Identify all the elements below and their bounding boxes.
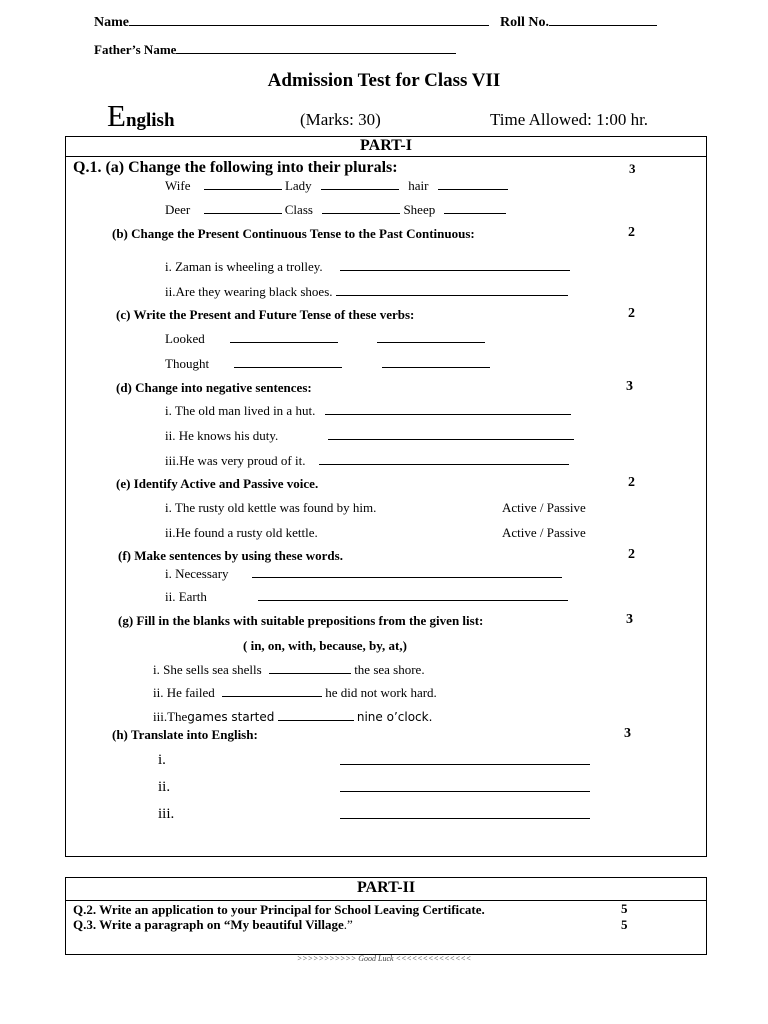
word-deer: Deer: [165, 202, 191, 217]
part2-title: PART-II: [356, 879, 416, 896]
answer-blank[interactable]: [325, 403, 571, 415]
q1e-i: i. The rusty old kettle was found by him.: [165, 500, 377, 515]
q1e-text: (e) Identify Active and Passive voice.: [116, 476, 319, 491]
sentence: iii.He was very proud of it.: [165, 453, 306, 468]
subject-rest: nglish: [125, 110, 175, 131]
name-blank[interactable]: [129, 14, 489, 26]
q1b-text: (b) Change the Present Continuous Tense to the Past Continuous:: [112, 226, 475, 241]
roll-blank[interactable]: [549, 14, 657, 26]
part1-box: [65, 136, 707, 857]
text: i. She sells sea shells: [153, 662, 262, 677]
q1b-i: [165, 259, 570, 275]
q1h-iii-blank[interactable]: [340, 806, 590, 824]
text: he did not work hard.: [325, 685, 437, 700]
text: the sea shore.: [354, 662, 425, 677]
q1a-row2: [165, 202, 506, 218]
q1g-text: (g) Fill in the blanks with suitable prepositions from the given list:: [118, 613, 484, 628]
answer-blank[interactable]: [319, 453, 569, 465]
preposition-blank[interactable]: [278, 709, 354, 721]
q1h-marks: 3: [624, 726, 631, 741]
q1d-iii: [165, 453, 569, 469]
father-label: Father’s Name: [94, 42, 177, 57]
page-title: Admission Test for Class VII: [267, 70, 501, 91]
q1f-i: [165, 566, 562, 582]
present-blank[interactable]: [230, 331, 338, 343]
sentence-blank[interactable]: [258, 589, 568, 601]
q1g-i: [153, 662, 425, 678]
name-field: [94, 14, 489, 31]
q1a-marks: 3: [629, 161, 636, 176]
future-blank[interactable]: [382, 356, 490, 368]
preposition-blank[interactable]: [222, 685, 322, 697]
q1c-thought: [165, 356, 490, 372]
q1c-marks: 2: [628, 306, 635, 321]
q1e-ii-options[interactable]: Active / Passive: [502, 525, 586, 540]
sentence: i. The old man lived in a hut.: [165, 403, 316, 418]
word-lady: Lady: [284, 178, 312, 193]
part1-title: PART-I: [360, 137, 412, 154]
q3-suffix: .”: [343, 917, 353, 932]
q1g-marks: 3: [626, 612, 633, 627]
blank[interactable]: [444, 202, 506, 214]
sentence-blank[interactable]: [252, 566, 562, 578]
q1h-ii-blank[interactable]: [340, 779, 590, 797]
present-blank[interactable]: [234, 356, 342, 368]
q1c-looked: [165, 331, 485, 347]
name-label: Name: [94, 15, 129, 30]
q1h-iii: iii.: [158, 806, 175, 822]
blank[interactable]: [204, 178, 282, 190]
q1d-ii: [165, 428, 574, 444]
text: ii. He failed: [153, 685, 215, 700]
q1d-marks: 3: [626, 379, 633, 394]
word-wife: Wife: [165, 178, 191, 193]
q3-text: [73, 917, 353, 933]
father-blank[interactable]: [176, 42, 456, 54]
q1f-ii: [165, 589, 568, 605]
q1h-i: i.: [158, 752, 166, 768]
footer-good-luck: >>>>>>>>>>> Good Luck <<<<<<<<<<<<<<: [296, 954, 472, 963]
q2-marks: 5: [621, 901, 628, 916]
q2-text: Q.2. Write an application to your Principal for School Leaving Certificate.: [73, 902, 485, 917]
roll-field: [500, 14, 657, 31]
sentence: i. Zaman is wheeling a trolley.: [165, 259, 323, 274]
q1g-ii: [153, 685, 437, 701]
father-field: [94, 42, 456, 58]
answer-blank[interactable]: [336, 284, 568, 296]
verb: Thought: [165, 356, 210, 371]
q1e-marks: 2: [628, 475, 635, 490]
q3-topic: My beautiful Village: [230, 917, 344, 932]
subject-initial: E: [107, 98, 126, 133]
part1-divider: [65, 156, 707, 157]
word-hair: hair: [408, 178, 429, 193]
q1f-marks: 2: [628, 547, 635, 562]
q1b-marks: 2: [628, 225, 635, 240]
q1h-i-blank[interactable]: [340, 752, 590, 770]
q1c-text: (c) Write the Present and Future Tense of these verbs:: [116, 307, 415, 322]
roll-label: Roll No.: [500, 15, 549, 30]
subject-heading: [107, 98, 175, 134]
blank[interactable]: [321, 178, 399, 190]
word-class: Class: [284, 202, 313, 217]
blank[interactable]: [438, 178, 508, 190]
q1h-ii: ii.: [158, 779, 171, 795]
text: iii.The: [153, 709, 188, 724]
marks-label: (Marks: 30): [300, 110, 381, 129]
answer-blank[interactable]: [340, 259, 570, 271]
q1g-iii: [153, 709, 432, 725]
q1a-text: Q.1. (a) Change the following into their plurals:: [73, 159, 398, 176]
q1d-text: (d) Change into negative sentences:: [116, 380, 312, 395]
preposition-blank[interactable]: [269, 662, 351, 674]
time-allowed: Time Allowed: 1:00 hr.: [490, 110, 649, 129]
text: games started: [187, 710, 275, 724]
q1h-text: (h) Translate into English:: [112, 727, 258, 742]
future-blank[interactable]: [377, 331, 485, 343]
q1d-i: [165, 403, 571, 419]
verb: Looked: [165, 331, 205, 346]
sentence: ii. He knows his duty.: [165, 428, 279, 443]
q1f-text: (f) Make sentences by using these words.: [118, 548, 343, 563]
q3-marks: 5: [621, 917, 628, 932]
blank[interactable]: [204, 202, 282, 214]
blank[interactable]: [322, 202, 400, 214]
q3-prefix: Q.3. Write a paragraph on “: [73, 917, 231, 932]
part2-divider: [65, 900, 707, 901]
q1g-list: ( in, on, with, because, by, at,): [243, 638, 407, 653]
word: ii. Earth: [165, 589, 207, 604]
q1b-ii: [165, 284, 568, 300]
q1e-ii: ii.He found a rusty old kettle.: [165, 525, 318, 540]
answer-blank[interactable]: [328, 428, 574, 440]
word: i. Necessary: [165, 566, 229, 581]
sentence: ii.Are they wearing black shoes.: [165, 284, 333, 299]
q1a-row1: [165, 178, 508, 194]
q1e-i-options[interactable]: Active / Passive: [502, 500, 586, 515]
word-sheep: Sheep: [403, 202, 436, 217]
text: nine o’clock.: [356, 710, 433, 724]
